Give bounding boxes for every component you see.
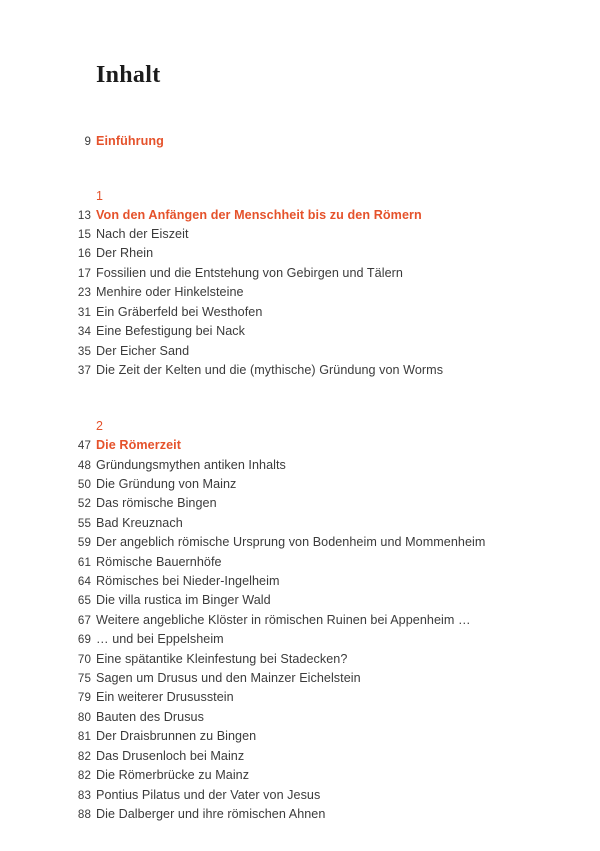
toc-entry[interactable] — [72, 456, 532, 475]
toc-entry[interactable] — [72, 630, 532, 649]
toc-entry[interactable] — [72, 805, 532, 824]
toc-entry[interactable] — [72, 244, 532, 263]
entry-label: Einführung — [96, 134, 164, 149]
toc-entry[interactable] — [72, 669, 532, 688]
entry-page-number: 65 — [77, 594, 91, 608]
entry-page-number: 37 — [77, 363, 91, 377]
chapter-number: 1 — [96, 188, 103, 203]
entry-page-number: 81 — [77, 730, 91, 744]
entry-label: Ein weiterer Drususstein — [96, 690, 234, 705]
entry-label: Der Eicher Sand — [96, 343, 190, 358]
entry-label: Ein Gräberfeld bei Westhofen — [96, 304, 263, 319]
entry-page-number: 15 — [77, 228, 91, 242]
entry-label: Die Römerbrücke zu Mainz — [96, 768, 250, 783]
entry-page-number: 48 — [77, 458, 91, 472]
entry-page-number: 59 — [77, 536, 91, 550]
entry-label: Gründungsmythen antiken Inhalts — [96, 457, 286, 472]
entry-label: Bad Kreuznach — [96, 515, 183, 530]
toc-group — [72, 132, 532, 151]
chapter-number: 2 — [96, 419, 103, 434]
toc-group-list — [72, 132, 532, 824]
entry-label: Pontius Pilatus und der Vater von Jesus — [96, 787, 321, 802]
entry-page-number: 23 — [77, 286, 91, 300]
entry-page-number: 80 — [77, 710, 91, 724]
entry-label: Menhire oder Hinkelsteine — [96, 285, 244, 300]
toc-content — [72, 62, 532, 824]
toc-entry[interactable] — [72, 322, 532, 341]
toc-entry[interactable] — [72, 132, 532, 151]
entry-page-number: 13 — [77, 208, 91, 222]
entry-page-number: 61 — [77, 555, 91, 569]
entry-label: Sagen um Drusus und den Mainzer Eichelstein — [96, 671, 361, 686]
entry-page-number: 67 — [77, 613, 91, 627]
entry-label: Der angeblich römische Ursprung von Bodenheim und Mommenheim — [96, 535, 486, 550]
entry-page-number: 69 — [77, 633, 91, 647]
toc-group — [72, 188, 532, 381]
entry-label: Weitere angebliche Klöster in römischen Ruinen bei Appenheim … — [96, 612, 471, 627]
toc-entry[interactable] — [72, 494, 532, 513]
entry-label: Die villa rustica im Binger Wald — [96, 593, 271, 608]
entry-page-number: 34 — [77, 325, 91, 339]
entry-page-number: 31 — [77, 305, 91, 319]
entry-page-number: 82 — [77, 749, 91, 763]
toc-entry[interactable] — [72, 650, 532, 669]
entry-label: Die Zeit der Kelten und die (mythische) Gründung von Worms — [96, 362, 444, 377]
toc-entry[interactable] — [72, 572, 532, 591]
entry-label: Eine Befestigung bei Nack — [96, 324, 245, 339]
toc-entry[interactable] — [72, 514, 532, 533]
toc-entry[interactable] — [72, 283, 532, 302]
entry-label: Das römische Bingen — [96, 496, 217, 511]
toc-entry[interactable] — [72, 747, 532, 766]
entry-label: Von den Anfängen der Menschheit bis zu den Römern — [96, 207, 422, 222]
entry-label: Römisches bei Nieder-Ingelheim — [96, 574, 280, 589]
entry-label: Nach der Eiszeit — [96, 227, 189, 242]
toc-entry[interactable] — [72, 303, 532, 322]
entry-label: Die Gründung von Mainz — [96, 477, 237, 492]
entry-label: Fossilien und die Entstehung von Gebirgen und Tälern — [96, 265, 403, 280]
entry-page-number: 79 — [77, 691, 91, 705]
toc-entry[interactable] — [72, 786, 532, 805]
toc-entry[interactable] — [72, 264, 532, 283]
toc-entry[interactable] — [72, 727, 532, 746]
entry-page-number: 83 — [77, 788, 91, 802]
toc-entry[interactable] — [72, 361, 532, 380]
toc-entry[interactable] — [72, 591, 532, 610]
entry-page-number: 55 — [77, 516, 91, 530]
entry-page-number: 50 — [77, 478, 91, 492]
entry-label: Römische Bauernhöfe — [96, 554, 222, 569]
entry-page-number: 70 — [77, 652, 91, 666]
entry-page-number: 52 — [77, 497, 91, 511]
toc-entry[interactable] — [72, 475, 532, 494]
toc-entry[interactable] — [72, 766, 532, 785]
toc-entry[interactable] — [72, 342, 532, 361]
page-title: Inhalt — [96, 62, 161, 88]
toc-entry[interactable] — [72, 225, 532, 244]
entry-page-number: 75 — [77, 672, 91, 686]
entry-label: Der Draisbrunnen zu Bingen — [96, 729, 257, 744]
toc-entry[interactable] — [72, 206, 532, 225]
entry-page-number: 82 — [77, 769, 91, 783]
toc-entry[interactable] — [72, 533, 532, 552]
toc-entry[interactable] — [72, 688, 532, 707]
toc-entry[interactable] — [72, 708, 532, 727]
entry-page-number: 9 — [84, 135, 91, 149]
toc-entry[interactable] — [72, 553, 532, 572]
entry-label: Bauten des Drusus — [96, 709, 204, 724]
entry-page-number: 64 — [77, 575, 91, 589]
entry-page-number: 16 — [77, 247, 91, 261]
entry-label: Eine spätantike Kleinfestung bei Stadecken? — [96, 651, 348, 666]
entry-label: Das Drusenloch bei Mainz — [96, 748, 245, 763]
entry-label: Der Rhein — [96, 246, 154, 261]
toc-entry[interactable] — [72, 436, 532, 455]
entry-page-number: 17 — [77, 266, 91, 280]
toc-group — [72, 418, 532, 824]
entry-page-number: 47 — [77, 439, 91, 453]
entry-label: Die Dalberger und ihre römischen Ahnen — [96, 806, 326, 821]
entry-page-number: 35 — [77, 344, 91, 358]
entry-page-number: 88 — [77, 807, 91, 821]
entry-label: … und bei Eppelsheim — [96, 632, 224, 647]
entry-label: Die Römerzeit — [96, 438, 182, 453]
toc-entry[interactable] — [72, 611, 532, 630]
